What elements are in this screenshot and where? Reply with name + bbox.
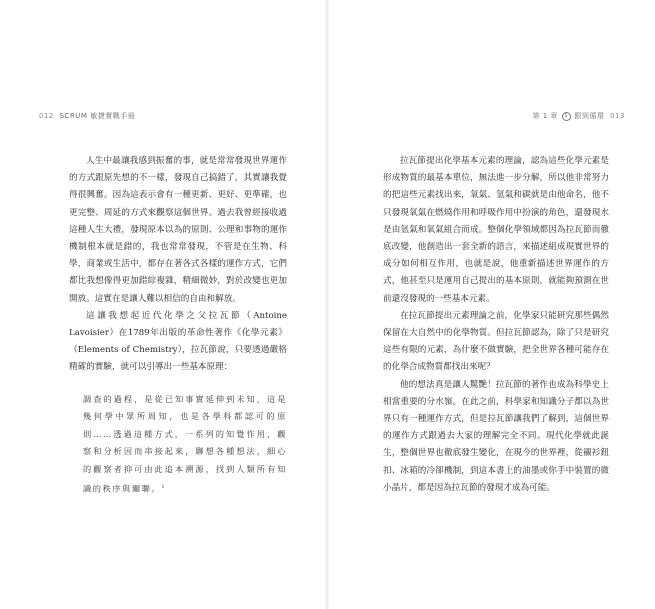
quote-text: 調查的過程，是從已知事實延伸到未知，這是幾何學中眾所周知，也是各學科都認可的原則……透過這種方式，一系列的知覺作用，觀察和分析因而串接起來，聯想各種想法，細心的觀察者抑可由此追本溯源，找到人類所有知識的秩序與關聯。 xyxy=(83,393,287,494)
book-title: SCRUM 敏捷實戰手冊 xyxy=(59,112,136,120)
left-page xyxy=(0,0,327,609)
chapter-title: 跟到循環 xyxy=(574,112,605,120)
paragraph: 人生中最讓我感到振奮的事，就是常常發現世界運作的方式跟原先想的不一樣，發現自己搞錯了，其實讓我覺得很興奮。因為這表示會有一種更新、更好、更準確，也更完整、周延的方式來觀察這個世界。過去我曾經接收過這種人生大禮，發現原本以為的原則、公理和事物的運作機制根本就是錯的，我也常常發現，不管是在生物、科學，商業或生活中，都存在著各式各樣的運作方式，它們都比我想像得更加錯綜複雜，精細微妙，對於改變也更加開放。這實在是讓人難以相信的自由和解放。 xyxy=(69,156,287,304)
footnote-marker: 1 xyxy=(161,483,165,490)
chapter-number-circle-icon xyxy=(562,112,571,121)
block-quote xyxy=(69,391,287,498)
left-page-number: 012 xyxy=(39,112,54,120)
right-running-header xyxy=(533,111,628,121)
paragraph: 他的想法真是讓人驚艷！拉瓦節的著作也成為科學史上相當重要的分水嶺。在此之前，科學家和知識分子都以為世界只有一種運作方式，但是拉瓦節讓我們了解到，這個世界的運作方式跟過去大家的理解完全不同。現代化學就此誕生，整個世界也徹底發生變化，在現今的世界裡，從襯衫鈕扣、冰箱的冷卻機制，到這本書上的油墨或你手中裝置的微小晶片，都是因為拉瓦節的發現才成為可能。 xyxy=(383,379,609,493)
right-page xyxy=(328,0,655,609)
right-body-text xyxy=(383,153,609,497)
paragraph: 這讓我想起近代化學之父拉瓦節（Antoine Lavoisier）在1789年出版的革命性著作《化學元素》（Elements of Chemistry），拉瓦節說，只要透過嚴格精確的實驗，就可以引導出一些基本原理： xyxy=(69,310,287,373)
left-body-text xyxy=(69,153,287,498)
chapter-circle-number: 1 xyxy=(564,112,568,119)
chapter-label: 第 1 章 xyxy=(532,112,558,120)
paragraph: 拉瓦節提出化學基本元素的理論，認為這些化學元素是形成物質的最基本單位，無法進一步分解，所以他非常努力的把這些元素找出來，氧氣、氫氣和碳就是由他命名，他不只發現氧氣在燃燒作用和呼吸作用中扮演的角色，還發現水是由氫氣和氧氣組合而成。整個化學領域都因為拉瓦節而徹底改變，他創造出一套全新的語言，來描述組成現實世界的成分如何相互作用，也就是說，他重新描述世界運作的方式，他甚至只是運用自己提出的基本原則，就能夠預測在世前還沒發現的一些基本元素。 xyxy=(383,156,609,304)
left-running-header xyxy=(36,111,135,121)
right-page-number: 013 xyxy=(610,112,625,120)
paragraph: 在拉瓦節提出元素理論之前，化學家只能研究那些偶然保留在大自然中的化學物質。但拉瓦節認為，除了只是研究這些有限的元素，為什麼不做實驗，把全世界各種可能存在的化學合成物質都找出來呢？ xyxy=(383,310,609,373)
